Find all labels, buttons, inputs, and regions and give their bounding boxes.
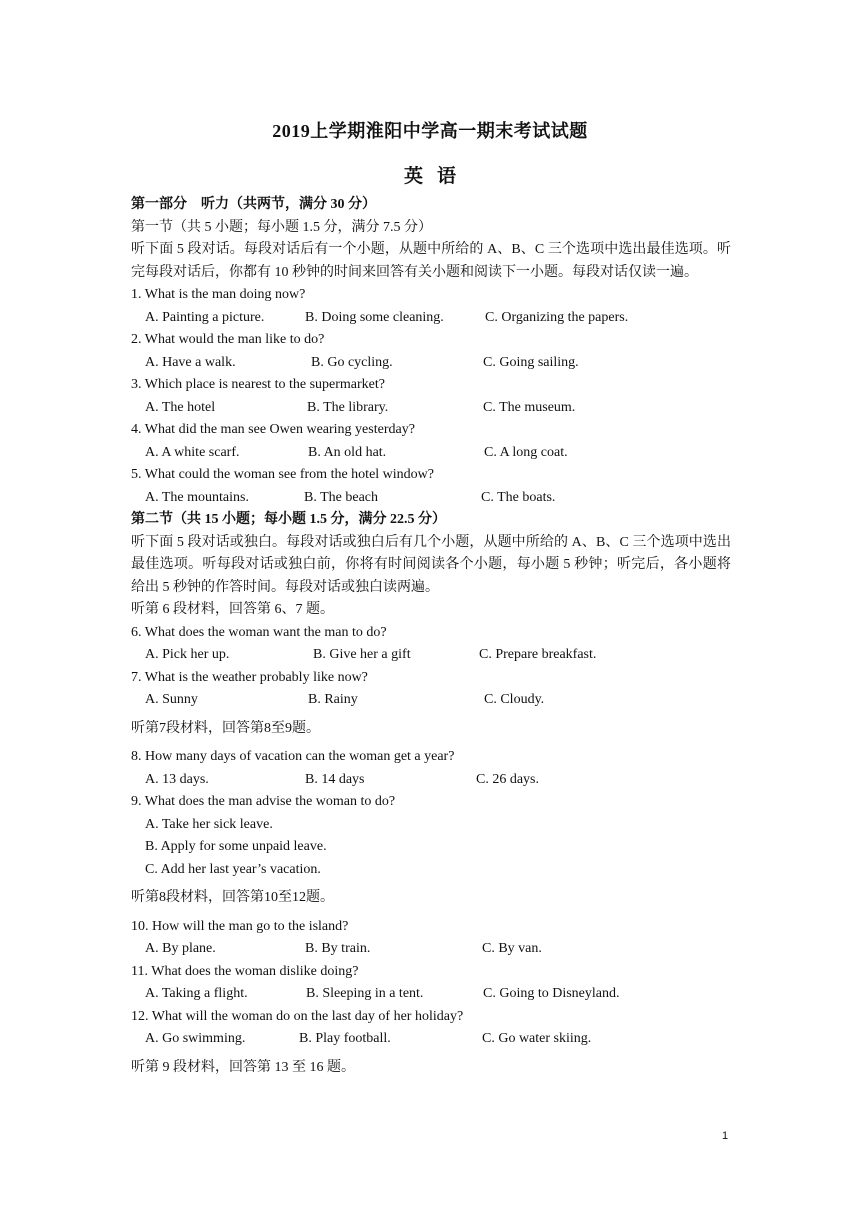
option-c: C. By van. [482, 941, 542, 956]
section1-instructions: 听下面 5 段对话。每段对话后有一个小题，从题中所给的 A、B、C 三个选项中选出最佳选项。听完每段对话后，你都有 10 秒钟的时间来回答有关小题和阅读下一小题。每段对话仅读一遍。 [131, 242, 731, 280]
question-10: 10. How will the man go to the island? [131, 918, 349, 934]
option-a: A. A white scarf. [145, 444, 240, 460]
option-c: C. A long coat. [484, 444, 568, 460]
option-c: C. Add her last year’s vacation. [145, 861, 321, 877]
exam-title: 2019上学期淮阳中学高一期末考试试题 [272, 121, 588, 141]
option-a: A. Taking a flight. [145, 986, 248, 1001]
question-5: 5. What could the woman see from the hotel window? [131, 467, 434, 482]
option-c: C. Cloudy. [484, 692, 545, 707]
option-b: B. Apply for some unpaid leave. [145, 839, 327, 854]
options-2 [131, 352, 731, 375]
question-8: 8. How many days of vacation can the woman get a year? [131, 749, 455, 764]
option-a: A. Take her sick leave. [145, 816, 273, 832]
options-10 [131, 938, 731, 961]
option-b: B. 14 days [305, 771, 365, 787]
option-a: A. 13 days. [145, 771, 209, 787]
option-a: A. Pick her up. [145, 647, 230, 662]
option-b: B. Give her a gift [313, 647, 411, 662]
options-8 [131, 769, 731, 792]
option-c: C. The boats. [481, 489, 556, 505]
option-b: B. An old hat. [308, 444, 387, 460]
question-11: 11. What does the woman dislike doing? [131, 963, 359, 979]
part1-heading: 第一部分 听力（共两节，满分 30 分） [131, 197, 376, 212]
question-9: 9. What does the man advise the woman to do? [131, 794, 396, 809]
material-8-heading: 听第8段材料，回答第10至12题。 [131, 890, 334, 905]
options-5 [131, 487, 731, 510]
option-c: C. Prepare breakfast. [479, 647, 597, 662]
option-a: A. The mountains. [145, 489, 249, 505]
option-b: B. By train. [305, 941, 371, 956]
subject-title: 英语 [403, 166, 470, 187]
option-a: A. Have a walk. [145, 354, 236, 370]
question-1: 1. What is the man doing now? [131, 287, 306, 302]
section2-heading: 第二节（共 15 小题；每小题 1.5 分，满分 22.5 分） [131, 512, 446, 527]
option-a: A. By plane. [145, 941, 216, 956]
section1-heading: 第一节（共 5 小题；每小题 1.5 分，满分 7.5 分） [131, 219, 432, 235]
question-7: 7. What is the weather probably like now? [131, 669, 368, 685]
option-b: B. Rainy [308, 692, 358, 707]
option-a: A. Sunny [145, 692, 198, 707]
material-9-heading: 听第 9 段材料，回答第 13 至 16 题。 [131, 1059, 355, 1075]
option-c: C. The museum. [483, 399, 576, 415]
question-3: 3. Which place is nearest to the supermarket? [131, 377, 385, 392]
option-c: C. Go water skiing. [482, 1031, 592, 1046]
option-c: C. Going to Disneyland. [483, 986, 620, 1001]
page-number: 1 [722, 1130, 729, 1142]
exam-content [131, 194, 731, 1079]
option-a: A. Painting a picture. [145, 309, 265, 325]
options-11 [131, 983, 731, 1006]
option-c: C. 26 days. [476, 771, 539, 787]
section2-instructions: 听下面 5 段对话或独白。每段对话或独白后有几个小题，从题中所给的 A、B、C 三个选项中选出最佳选项。听每段对话或独白前，你将有时间阅读各个小题，每小题 5 秒钟；听完后，各小题将给出 5 秒钟的作答时间。每段对话或独白读两遍。 [131, 534, 731, 595]
material-6-heading: 听第 6 段材料，回答第 6、7 题。 [131, 602, 334, 617]
question-4: 4. What did the man see Owen wearing yesterday? [131, 422, 415, 437]
option-b: B. The beach [304, 489, 378, 505]
option-b: B. Doing some cleaning. [305, 309, 444, 325]
question-2: 2. What would the man like to do? [131, 332, 325, 347]
options-1 [131, 307, 731, 330]
option-c: C. Organizing the papers. [485, 309, 629, 325]
option-b: B. Play football. [299, 1031, 391, 1046]
option-a: A. Go swimming. [145, 1031, 246, 1046]
option-a: A. The hotel [145, 399, 216, 415]
option-b: B. The library. [307, 399, 389, 415]
options-3 [131, 397, 731, 420]
options-6 [131, 644, 731, 667]
options-7 [131, 689, 731, 712]
option-b: B. Sleeping in a tent. [306, 986, 424, 1001]
material-7-heading: 听第7段材料，回答第8至9题。 [131, 720, 320, 736]
options-12 [131, 1028, 731, 1051]
question-12: 12. What will the woman do on the last day of her holiday? [131, 1008, 464, 1024]
option-b: B. Go cycling. [311, 354, 393, 370]
options-4 [131, 442, 731, 465]
question-6: 6. What does the woman want the man to do? [131, 624, 387, 640]
option-c: C. Going sailing. [483, 354, 579, 370]
